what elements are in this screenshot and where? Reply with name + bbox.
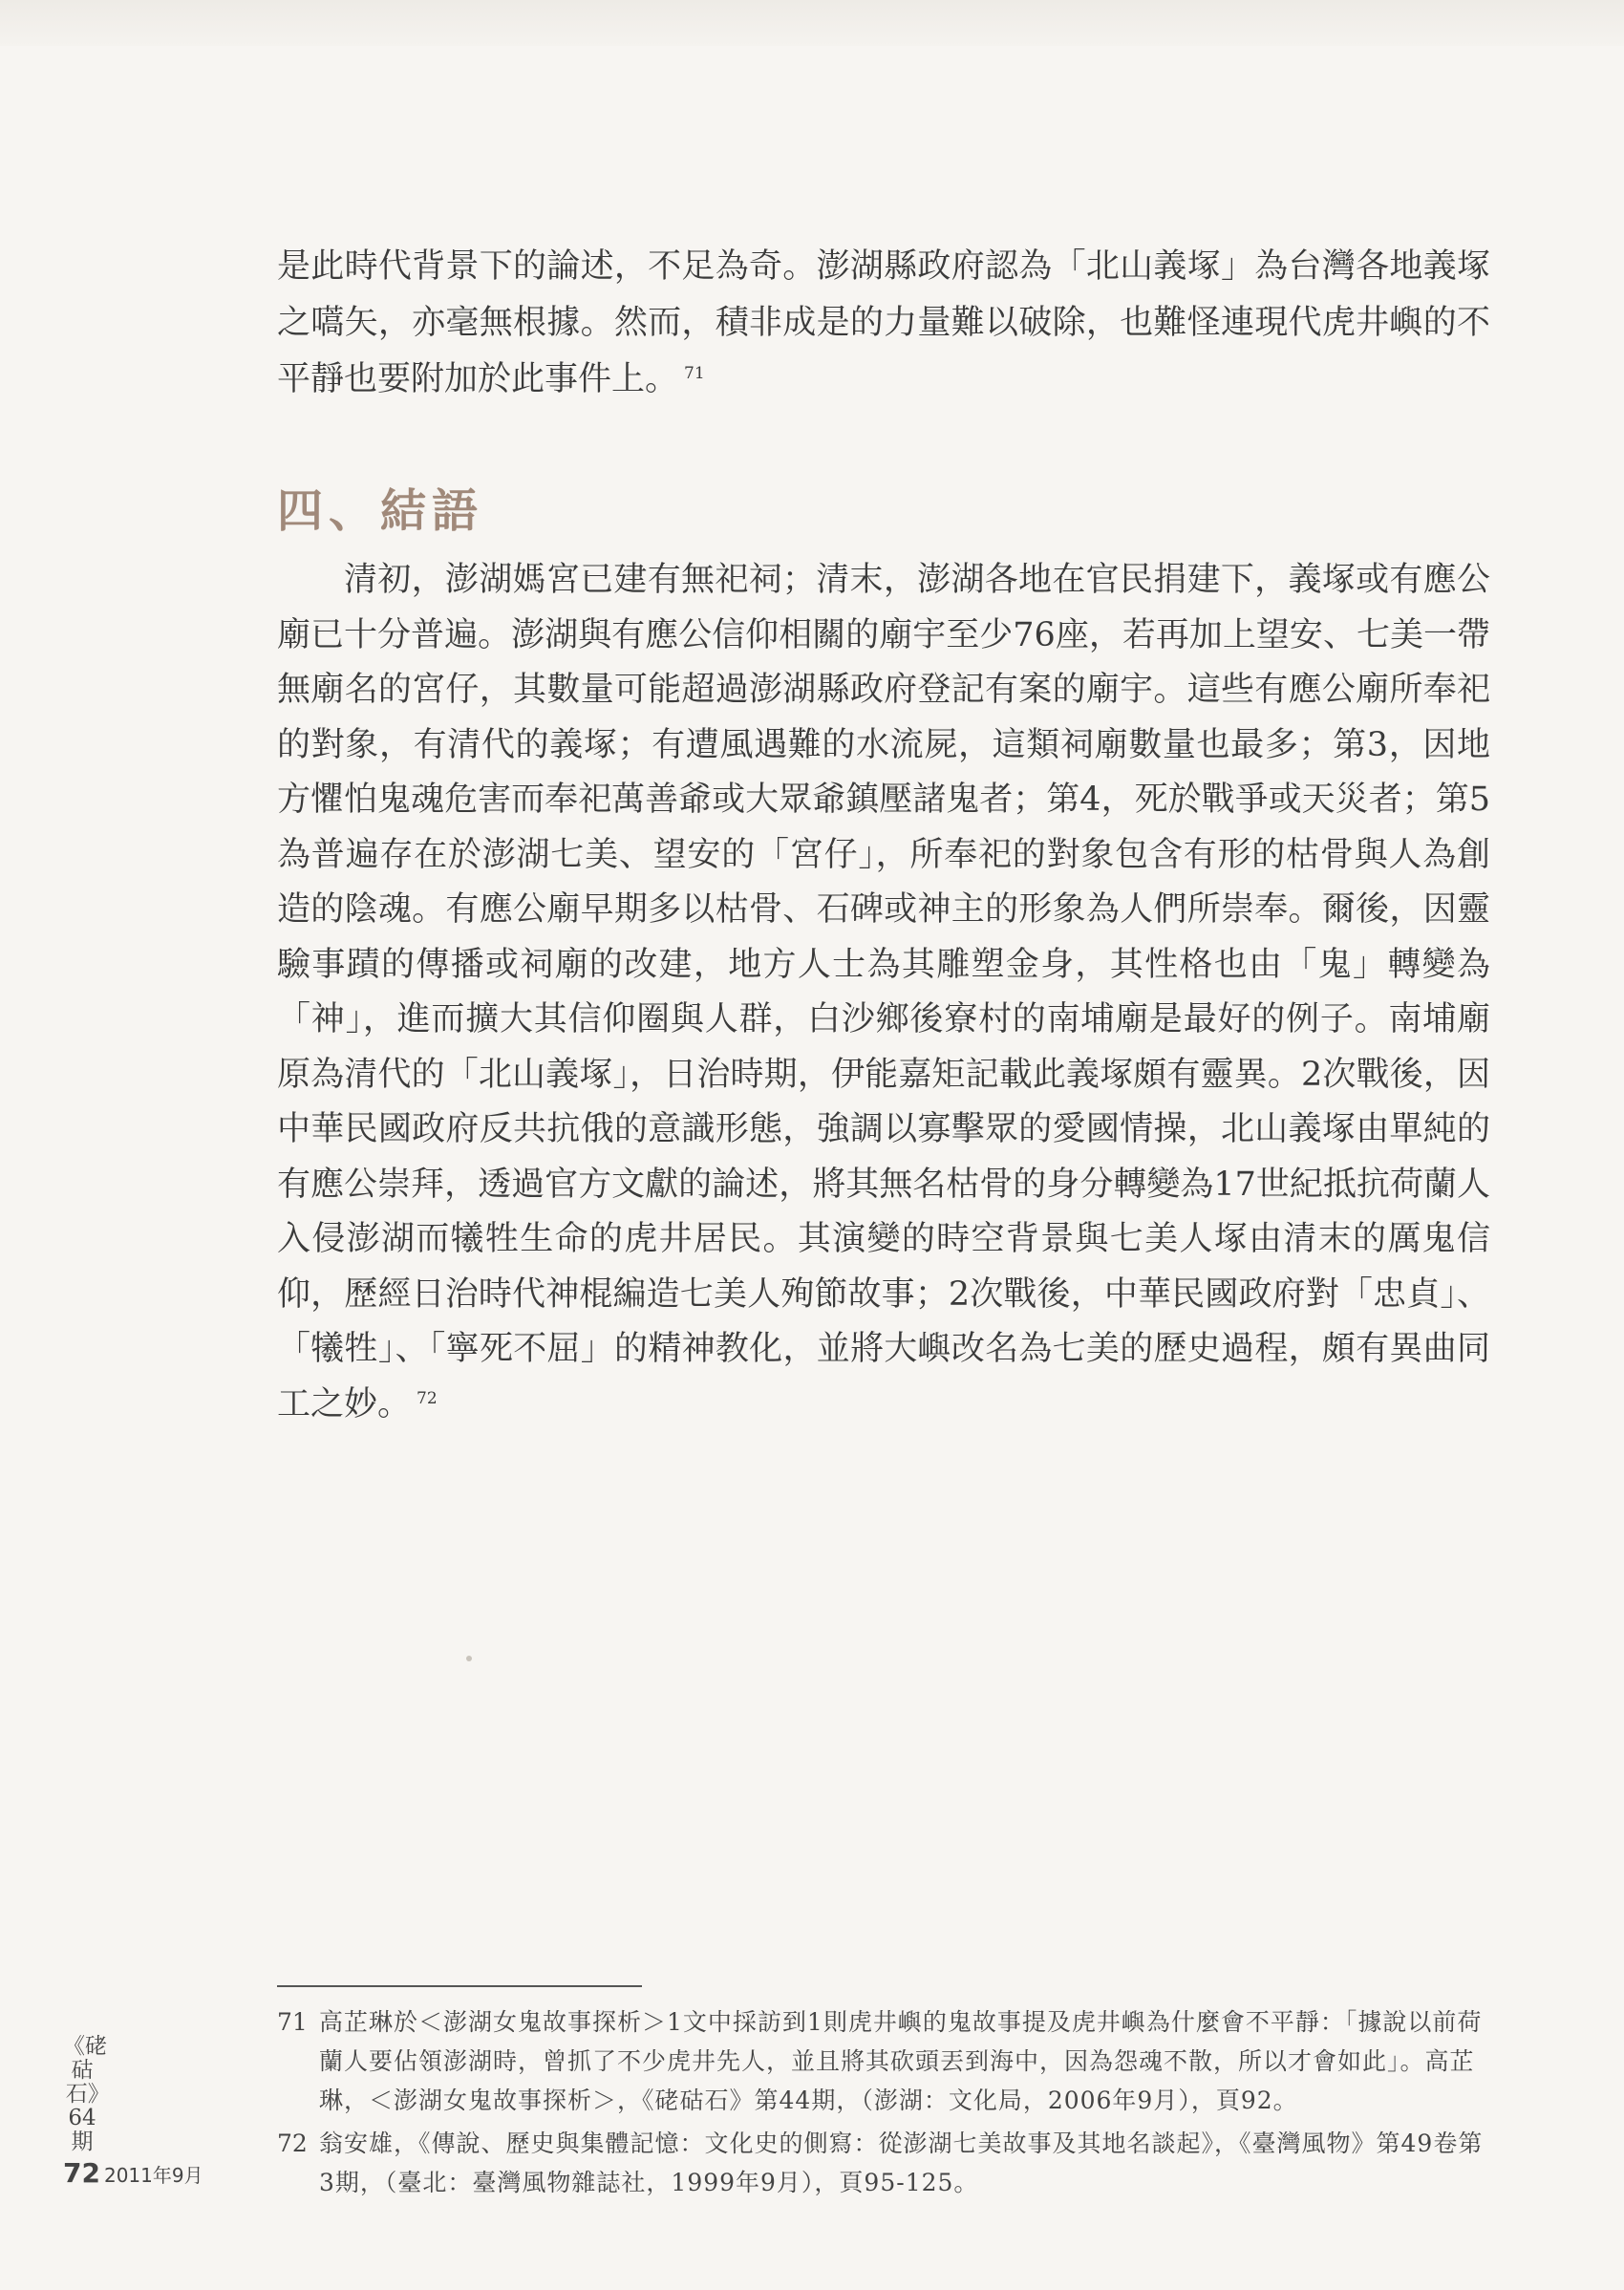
intro-text: 是此時代背景下的論述，不足為奇。澎湖縣政府認為「北山義塚」為台灣各地義塚之嚆矢，亦毫無根據。然而，積非成是的力量難以破除，也難怪連現代虎井嶼的不平靜也要附加於此事件上。 [277,247,1490,398]
footnote-text: 翁安雄，《傳說、歷史與集體記憶：文化史的側寫：從澎湖七美故事及其地名談起》，《臺灣風物》第49卷第3期，（臺北：臺灣風物雜誌社，1999年9月），頁95-125。 [319,2129,1484,2196]
footnote-72 [277,2124,1485,2202]
journal-title-vertical: 《硓𥑮石》64期 [63,2034,107,2154]
conclusion-text: 清初，澎湖媽宮已建有無祀祠；清末，澎湖各地在官民捐建下，義塚或有應公廟已十分普遍。澎湖與有應公信仰相關的廟宇至少76座，若再加上望安、七美一帶無廟名的宮仔，其數量可能超過澎湖縣政府登記有案的廟宇。這些有應公廟所奉祀的對象，有清代的義塚；有遭風遇難的水流屍，這類祠廟數量也最多；第3，因地方懼怕鬼魂危害而奉祀萬善爺或大眾爺鎮壓諸鬼者；第4，死於戰爭或天災者；第5為普遍存在於澎湖七美、望安的「宮仔」，所奉祀的對象包含有形的枯骨與人為創造的陰魂。有應公廟早期多以枯骨、石碑或神主的形象為人們所崇奉。爾後，因靈驗事蹟的傳播或祠廟的改建，地方人士為其雕塑金身，其性格也由「鬼」轉變為「神」，進而擴大其信仰圈與人群，白沙鄉後寮村的南埔廟是最好的例子。南埔廟原為清代的「北山義塚」，日治時期，伊能嘉矩記載此義塚頗有靈異。2次戰後，因中華民國政府反共抗俄的意識形態，強調以寡擊眾的愛國情操，北山義塚由單純的有應公崇拜，透過官方文獻的論述，將其無名枯骨的身分轉變為17世紀抵抗荷蘭人入侵澎湖而犧牲生命的虎井居民。其演變的時空背景與七美人塚由清末的厲鬼信仰，歷經日治時代神棍編造七美人殉節故事；2次戰後，中華民國政府對「忠貞」、「犧牲」、「寧死不屈」的精神教化，並將大嶼改名為七美的歷史過程，頗有異曲同工之妙。 [277,561,1490,1423]
intro-paragraph [277,239,1490,408]
footnote-text: 高芷琳於＜澎湖女鬼故事探析＞1文中採訪到1則虎井嶼的鬼故事提及虎井嶼為什麼會不平靜：「據說以前荷蘭人要佔領澎湖時，曾抓了不少虎井先人，並且將其砍頭丟到海中，因為怨魂不散，所以才會如此」。高芷琳，＜澎湖女鬼故事探析＞，《硓𥑮石》第44期，（澎湖：文化局，2006年9月），頁92。 [319,2008,1483,2114]
section-title: 四、結語 [277,484,484,538]
scan-speck [466,1656,472,1661]
footnote-71 [277,2002,1485,2120]
footnote-divider [277,1985,642,1987]
page-content [277,239,1490,1432]
issue-date: 2011年9月 [103,2164,203,2187]
footnote-number: 72 [277,2129,308,2157]
top-margin-band [0,0,1624,46]
page-number: 72 [63,2157,100,2189]
footnote-number: 71 [277,2008,308,2036]
footnotes [277,2002,1485,2206]
page-folio [63,2157,203,2189]
footnote-ref-72[interactable]: 72 [417,1388,438,1408]
footnote-ref-71[interactable]: 71 [684,364,705,383]
conclusion-paragraph [277,553,1490,1432]
